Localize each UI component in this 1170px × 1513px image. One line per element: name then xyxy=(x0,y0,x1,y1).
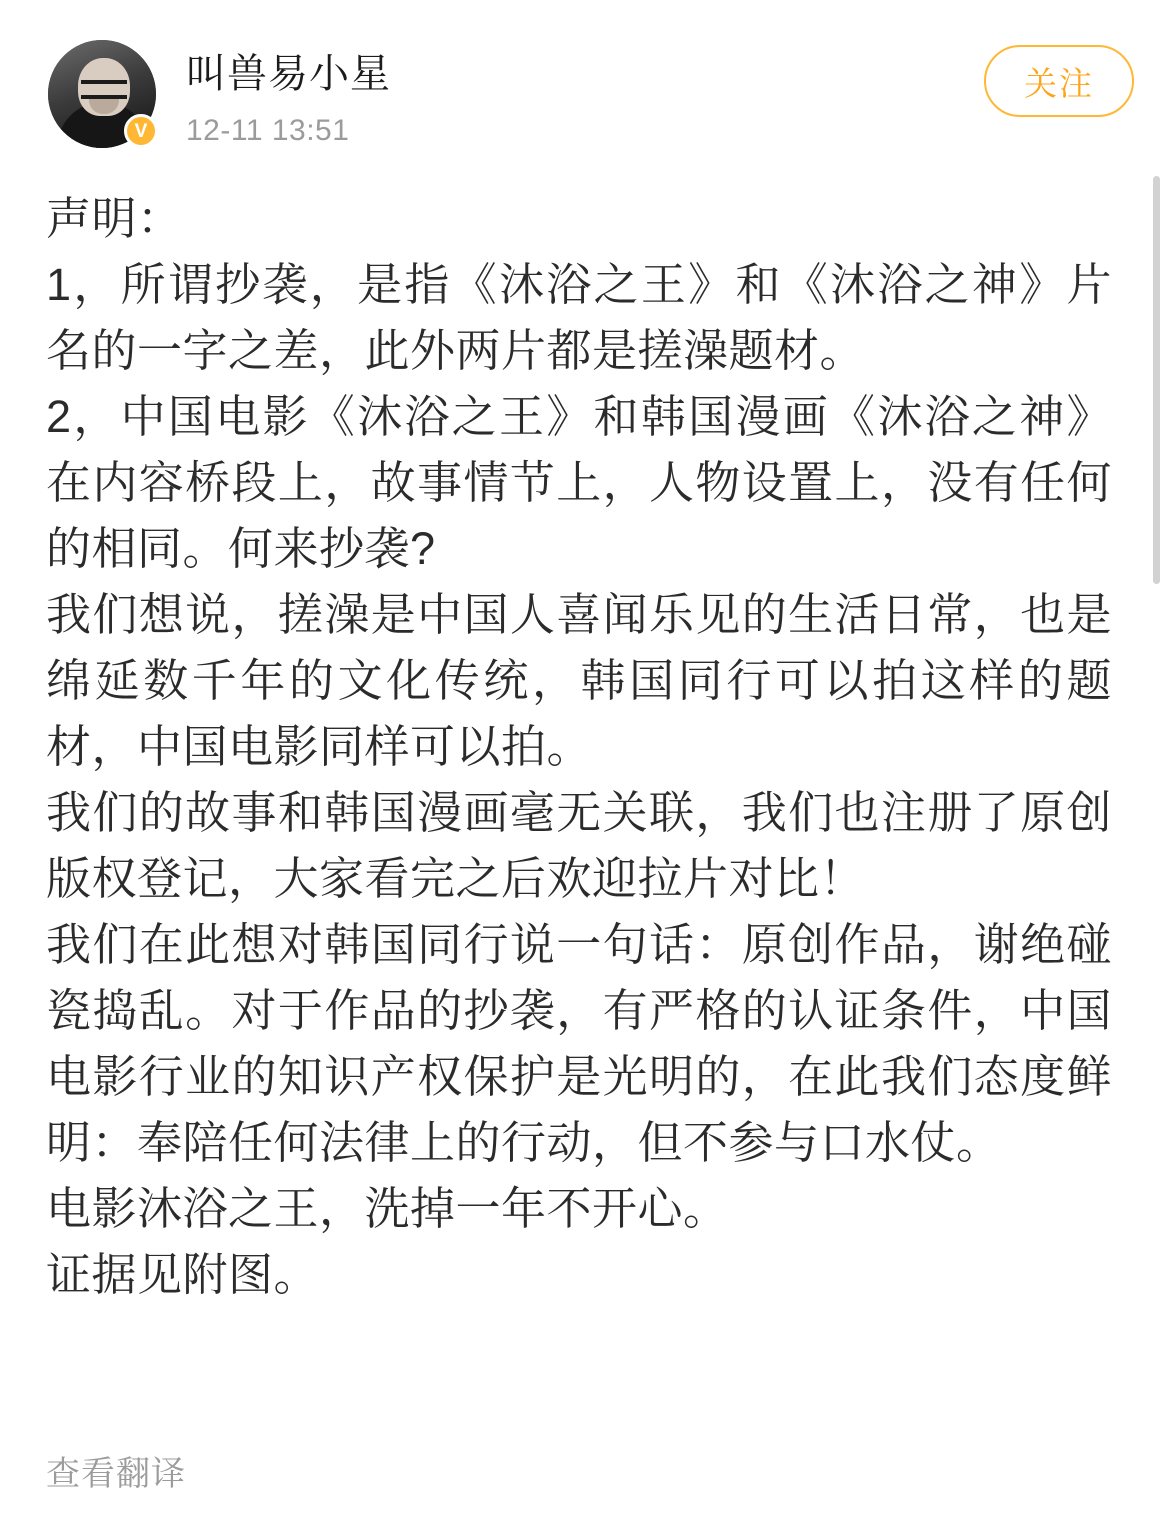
verified-badge-icon: V xyxy=(124,114,158,148)
post-paragraph: 声明： xyxy=(46,193,183,244)
post-paragraph: 证据见附图。 xyxy=(46,1249,320,1300)
post-paragraph: 电影沐浴之王，洗掉一年不开心。 xyxy=(46,1183,729,1234)
follow-button[interactable]: 关注 xyxy=(984,45,1134,117)
post-content xyxy=(0,150,1170,1308)
post-paragraph: 我们想说，搓澡是中国人喜闻乐见的生活日常，也是绵延数千年的文化传统，韩国同行可以拍这样的题材，中国电影同样可以拍。 xyxy=(46,589,1112,772)
post-paragraph: 我们在此想对韩国同行说一句话：原创作品，谢绝碰瓷捣乱。对于作品的抄袭，有严格的认证条件，中国电影行业的知识产权保护是光明的，在此我们态度鲜明：奉陪任何法律上的行动，但不参与口水仗。 xyxy=(46,919,1112,1168)
post-paragraph: 2，中国电影《沐浴之王》和韩国漫画《沐浴之神》在内容桥段上，故事情节上，人物设置上，没有任何的相同。何来抄袭? xyxy=(46,391,1112,574)
post-header xyxy=(0,0,1170,150)
avatar-glasses-shape xyxy=(81,80,127,99)
author-meta xyxy=(186,40,391,148)
view-translation-link[interactable]: 查看翻译 xyxy=(46,1455,186,1493)
post-paragraph: 我们的故事和韩国漫画毫无关联，我们也注册了原创版权登记，大家看完之后欢迎拉片对比！ xyxy=(46,787,1112,904)
author-name[interactable]: 叫兽易小星 xyxy=(186,52,391,96)
post-paragraph: 1，所谓抄袭，是指《沐浴之王》和《沐浴之神》片名的一字之差，此外两片都是搓澡题材。 xyxy=(46,259,1112,376)
avatar[interactable] xyxy=(48,40,156,148)
scrollbar-thumb[interactable] xyxy=(1153,176,1160,584)
post-timestamp: 12-11 13:51 xyxy=(186,114,350,147)
